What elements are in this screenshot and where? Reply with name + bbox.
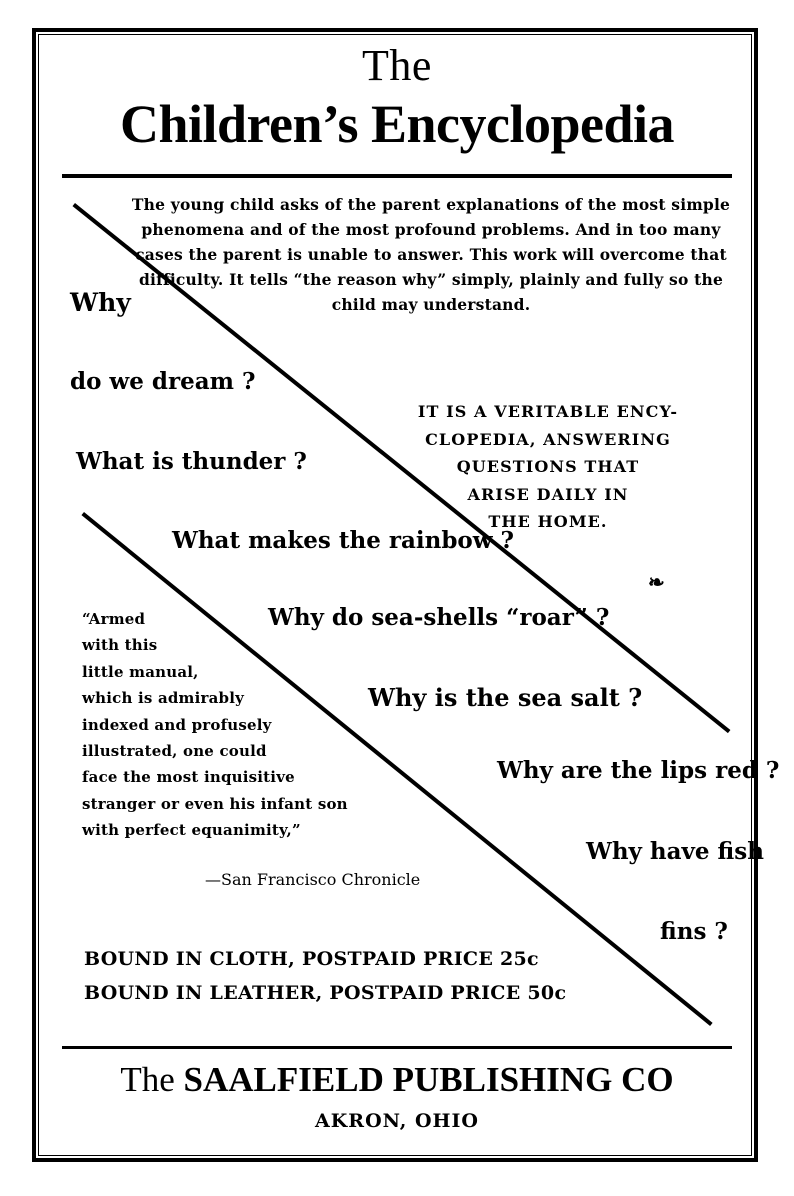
price-leather: BOUND IN LEATHER, POSTPAID PRICE 50c (84, 982, 567, 1004)
fleuron-ornament-icon: ❧ (648, 570, 665, 594)
quote-line-2: with this (82, 636, 158, 655)
question-sea-shells: Why do sea-shells “roar” ? (268, 604, 610, 631)
quote-line-7: face the most inquisitive (82, 768, 295, 787)
publisher-city: AKRON, OHIO (315, 1110, 479, 1132)
question-rainbow: What makes the rainbow ? (172, 527, 515, 554)
question-dream: do we dream ? (70, 368, 256, 395)
price-cloth: BOUND IN CLOTH, POSTPAID PRICE 25c (84, 948, 539, 970)
question-fish-fins-b: fins ? (660, 918, 728, 945)
quote-line-3: little manual, (82, 662, 199, 681)
rule-above-footer (62, 1046, 732, 1049)
question-sea-salt: Why is the sea salt ? (368, 683, 643, 712)
rule-under-masthead (62, 174, 732, 178)
claim-line-3: QUESTIONS THAT (456, 457, 640, 477)
testimonial-quote (82, 606, 502, 844)
question-lips-red: Why are the lips red ? (497, 757, 780, 784)
intro-paragraph (126, 192, 736, 318)
question-fish-fins-a: Why have fish (586, 838, 764, 865)
quote-line-6: illustrated, one could (82, 741, 267, 760)
publisher-the: The (120, 1060, 184, 1099)
claim-line-5: THE HOME. (488, 512, 608, 532)
masthead-title: Children’s Encyclopedia (119, 94, 675, 154)
capitalized-claim-block (360, 398, 736, 536)
question-why: Why (70, 288, 131, 317)
quote-line-9: with perfect equanimity,” (82, 821, 301, 840)
claim-line-4: ARISE DAILY IN (467, 484, 629, 504)
quote-line-5: indexed and profusely (82, 715, 272, 734)
question-thunder: What is thunder ? (76, 448, 307, 475)
quote-line-8: stranger or even his infant son (82, 794, 348, 813)
intro-paragraph-text: The young child asks of the parent explanations of the most simple phenomena and of the most profound problems. And in too many cases the parent is unable to answer. This work will overcome that difficulty. It tells “the reason why” simply, plainly and fully so the child may understand. (131, 195, 731, 315)
testimonial-source: —San Francisco Chronicle (205, 870, 421, 889)
publisher-name (0, 1060, 794, 1100)
claim-line-1: IT IS A VERITABLE ENCY- (417, 402, 679, 421)
claim-line-2: CLOPEDIA, ANSWERING (425, 429, 671, 449)
quote-line-1: “Armed (82, 610, 146, 628)
quote-line-4: which is admirably (82, 689, 245, 708)
masthead-line-the: The (362, 41, 432, 90)
publisher-company: SAALFIELD PUBLISHING CO (183, 1060, 674, 1099)
